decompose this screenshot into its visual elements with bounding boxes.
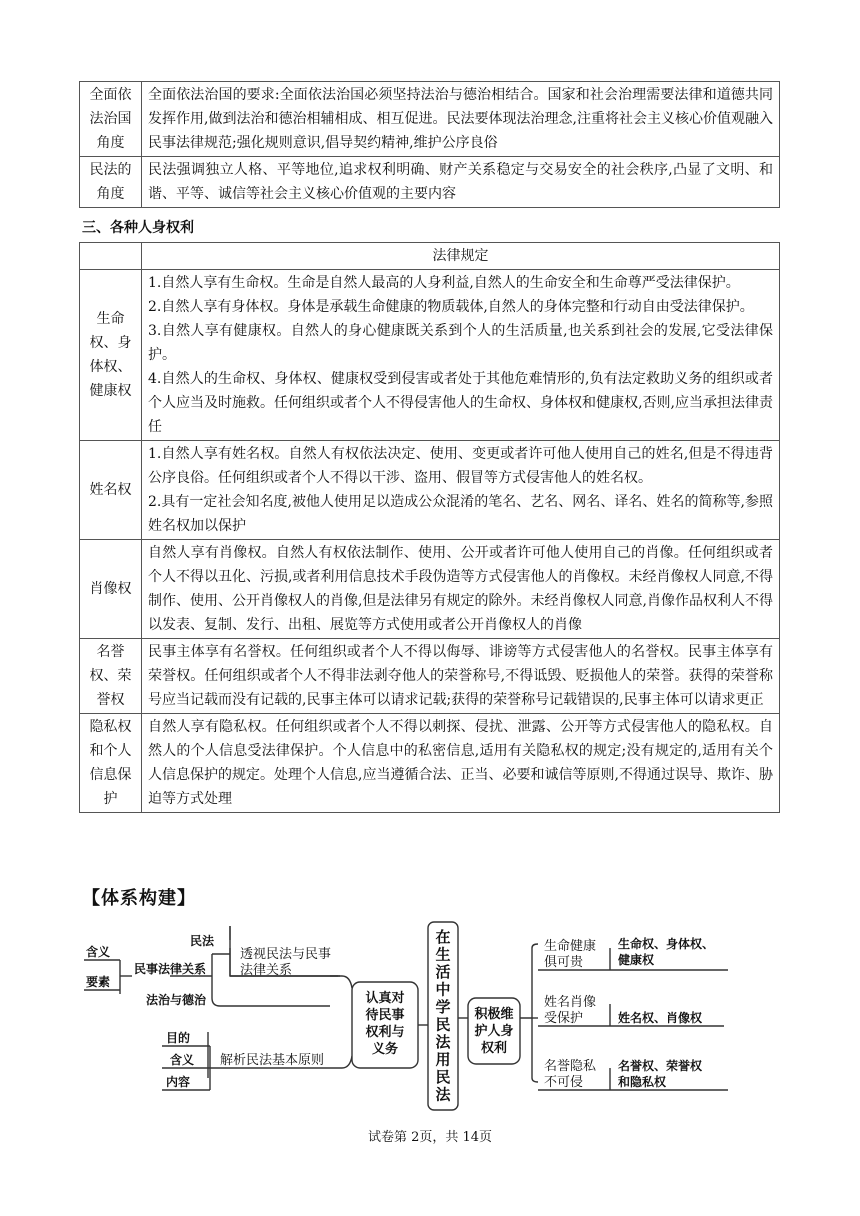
node-r2b: 受保护 [544, 1011, 584, 1026]
mind-map [80, 918, 780, 1118]
table1-row [80, 157, 780, 208]
table-personal-rights [79, 242, 780, 813]
center-title-char: 民 [435, 1068, 451, 1086]
center-title-char: 用 [435, 1050, 451, 1069]
right-provisions [142, 639, 780, 714]
center-title-char: 活 [435, 963, 451, 981]
row-content: 民法强调独立人格、平等地位,追求权利明确、财产关系稳定与交易安全的社会秩序,凸显了文明、和谐、平等、诚信等社会主义核心价值观的主要内容 [142, 157, 780, 208]
provision-paragraph: 民事主体享有名誉权。任何组织或者个人不得以侮辱、诽谤等方式侵害他人的名誉权。民事主体享有荣誉权。任何组织或者个人不得非法剥夺他人的荣誉称号,不得诋毁、贬损他人的荣誉。获得的荣誉称号应当记载而没有记载的,民事主体可以请求记载;获得的荣誉称号记载错误的,民事主体可以请求更正 [148, 644, 773, 708]
center-title-char: 学 [435, 998, 451, 1016]
section-title: 三、各种人身权利 [82, 220, 194, 236]
provision-paragraph: 自然人享有肖像权。自然人有权依法制作、使用、公开或者许可他人使用自己的肖像。任何组织或者个人不得以丑化、污损,或者利用信息技术手段伪造等方式侵害他人的肖像权。未经肖像权人同意,不得制作、使用、公开肖像权人的肖像,但是法律另有规定的除外。未经肖像权人同意,肖像作品权利人不得以发表、复制、发行、出租、展览等方式使用或者公开肖像权人的肖像 [148, 545, 773, 633]
center-title-char: 在 [435, 928, 451, 946]
node-r1d: 健康权 [618, 953, 655, 967]
table2-row [80, 540, 780, 639]
node-r1b: 俱可贵 [544, 955, 584, 970]
row-label: 民法的角度 [80, 157, 142, 208]
right-box-line-1: 积极维 [474, 1007, 514, 1022]
provision-paragraph: 1.自然人享有生命权。生命是自然人最高的人身利益,自然人的生命安全和生命尊严受法律保护。 [148, 275, 740, 291]
table2-row [80, 714, 780, 813]
node-r3c: 名誉权、荣誉权 [618, 1059, 703, 1073]
center-title-char: 生 [435, 945, 451, 964]
provision-paragraph: 2.自然人享有身体权。身体是承载生命健康的物质载体,自然人的身体完整和行动自由受法律保护。 [148, 299, 754, 315]
node-r1a: 生命健康 [544, 939, 597, 954]
right-box-line-2: 护人身 [474, 1024, 514, 1039]
row-content: 全面依法治国的要求:全面依法治国必须坚持法治与德治相结合。国家和社会治理需要法律和道德共同发挥作用,做到法治和德治相辅相成、相互促进。民法要体现法治理念,注重将社会主义核心价值观融入民事法律规范;强化规则意识,倡导契约精神,维护公序良俗 [142, 82, 780, 157]
right-name: 姓名权 [80, 441, 142, 540]
left-box-line-4: 义务 [371, 1042, 399, 1057]
table1-row [80, 82, 780, 157]
node-r3a: 名誉隐私 [544, 1059, 597, 1074]
table-rule-of-law [79, 81, 780, 208]
table2-row [80, 441, 780, 540]
left-box-line-1: 认真对 [365, 991, 405, 1006]
node-neirong: 内容 [166, 1075, 191, 1089]
node-yaosu: 要素 [86, 975, 111, 989]
header-legal-provisions: 法律规定 [142, 243, 780, 270]
node-civil-relations: 民事法律关系 [134, 962, 207, 976]
table2-row [80, 270, 780, 441]
right-box-line-3: 权利 [480, 1041, 508, 1056]
right-provisions [142, 714, 780, 813]
center-title [435, 928, 451, 1104]
provision-paragraph: 3.自然人享有健康权。自然人的身心健康既关系到个人的生活质量,也关系到社会的发展,它受法律保护。 [148, 323, 773, 363]
node-toushi-2: 法律关系 [240, 963, 293, 978]
provision-paragraph: 1.自然人享有姓名权。自然人有权依法决定、使用、变更或者许可他人使用自己的姓名,但是不得违背公序良俗。任何组织或者个人不得以干涉、盗用、假冒等方式侵害他人的姓名权。 [148, 446, 773, 486]
center-title-char: 法 [435, 1033, 451, 1051]
system-construction-title: 【体系构建】 [82, 888, 196, 909]
right-name: 生命权、身体权、健康权 [80, 270, 142, 441]
node-hanyi-2: 含义 [170, 1053, 195, 1067]
right-provisions [142, 540, 780, 639]
right-name: 肖像权 [80, 540, 142, 639]
provision-paragraph: 2.具有一定社会知名度,被他人使用足以造成公众混淆的笔名、艺名、网名、译名、姓名的简称等,参照姓名权加以保护 [148, 494, 773, 534]
node-mudi: 目的 [166, 1031, 191, 1045]
node-r3d: 和隐私权 [618, 1075, 667, 1089]
table-header-row [80, 243, 780, 270]
center-title-char: 民 [435, 1015, 451, 1034]
table2-row [80, 639, 780, 714]
right-provisions [142, 441, 780, 540]
right-provisions [142, 270, 780, 441]
node-toushi-1: 透视民法与民事 [240, 947, 332, 962]
node-r2c: 姓名权、肖像权 [618, 1011, 703, 1025]
center-title-char: 法 [435, 1085, 451, 1104]
right-name: 名誉权、荣誉权 [80, 639, 142, 714]
node-r2a: 姓名肖像 [544, 995, 597, 1010]
node-r3b: 不可侵 [544, 1075, 584, 1090]
node-hanyi-1: 含义 [86, 945, 111, 959]
page-footer: 试卷第 2页，共 14页 [367, 1130, 493, 1145]
row-label: 全面依法治国角度 [80, 82, 142, 157]
provision-paragraph: 4.自然人的生命权、身体权、健康权受到侵害或者处于其他危难情形的,负有法定救助义务的组织或者个人应当及时施救。任何组织或者个人不得侵害他人的生命权、身体权和健康权,否则,应当承担法律责任 [148, 371, 773, 435]
left-box-line-2: 待民事 [365, 1008, 405, 1023]
node-jiexi: 解析民法基本原则 [220, 1053, 325, 1068]
left-box-line-3: 权利与 [365, 1025, 405, 1040]
node-minfa: 民法 [190, 934, 215, 948]
header-empty-cell [80, 243, 142, 270]
node-r1c: 生命权、身体权、 [618, 937, 715, 951]
node-fazhi-dezhi: 法治与德治 [146, 993, 207, 1007]
right-name: 隐私权和个人信息保护 [80, 714, 142, 813]
center-title-char: 中 [435, 980, 451, 999]
provision-paragraph: 自然人享有隐私权。任何组织或者个人不得以刺探、侵扰、泄露、公开等方式侵害他人的隐私权。自然人的个人信息受法律保护。个人信息中的私密信息,适用有关隐私权的规定;没有规定的,适用有关个人信息保护的规定。处理个人信息,应当遵循合法、正当、必要和诚信等原则,不得通过误导、欺诈、胁迫等方式处理 [148, 719, 773, 807]
